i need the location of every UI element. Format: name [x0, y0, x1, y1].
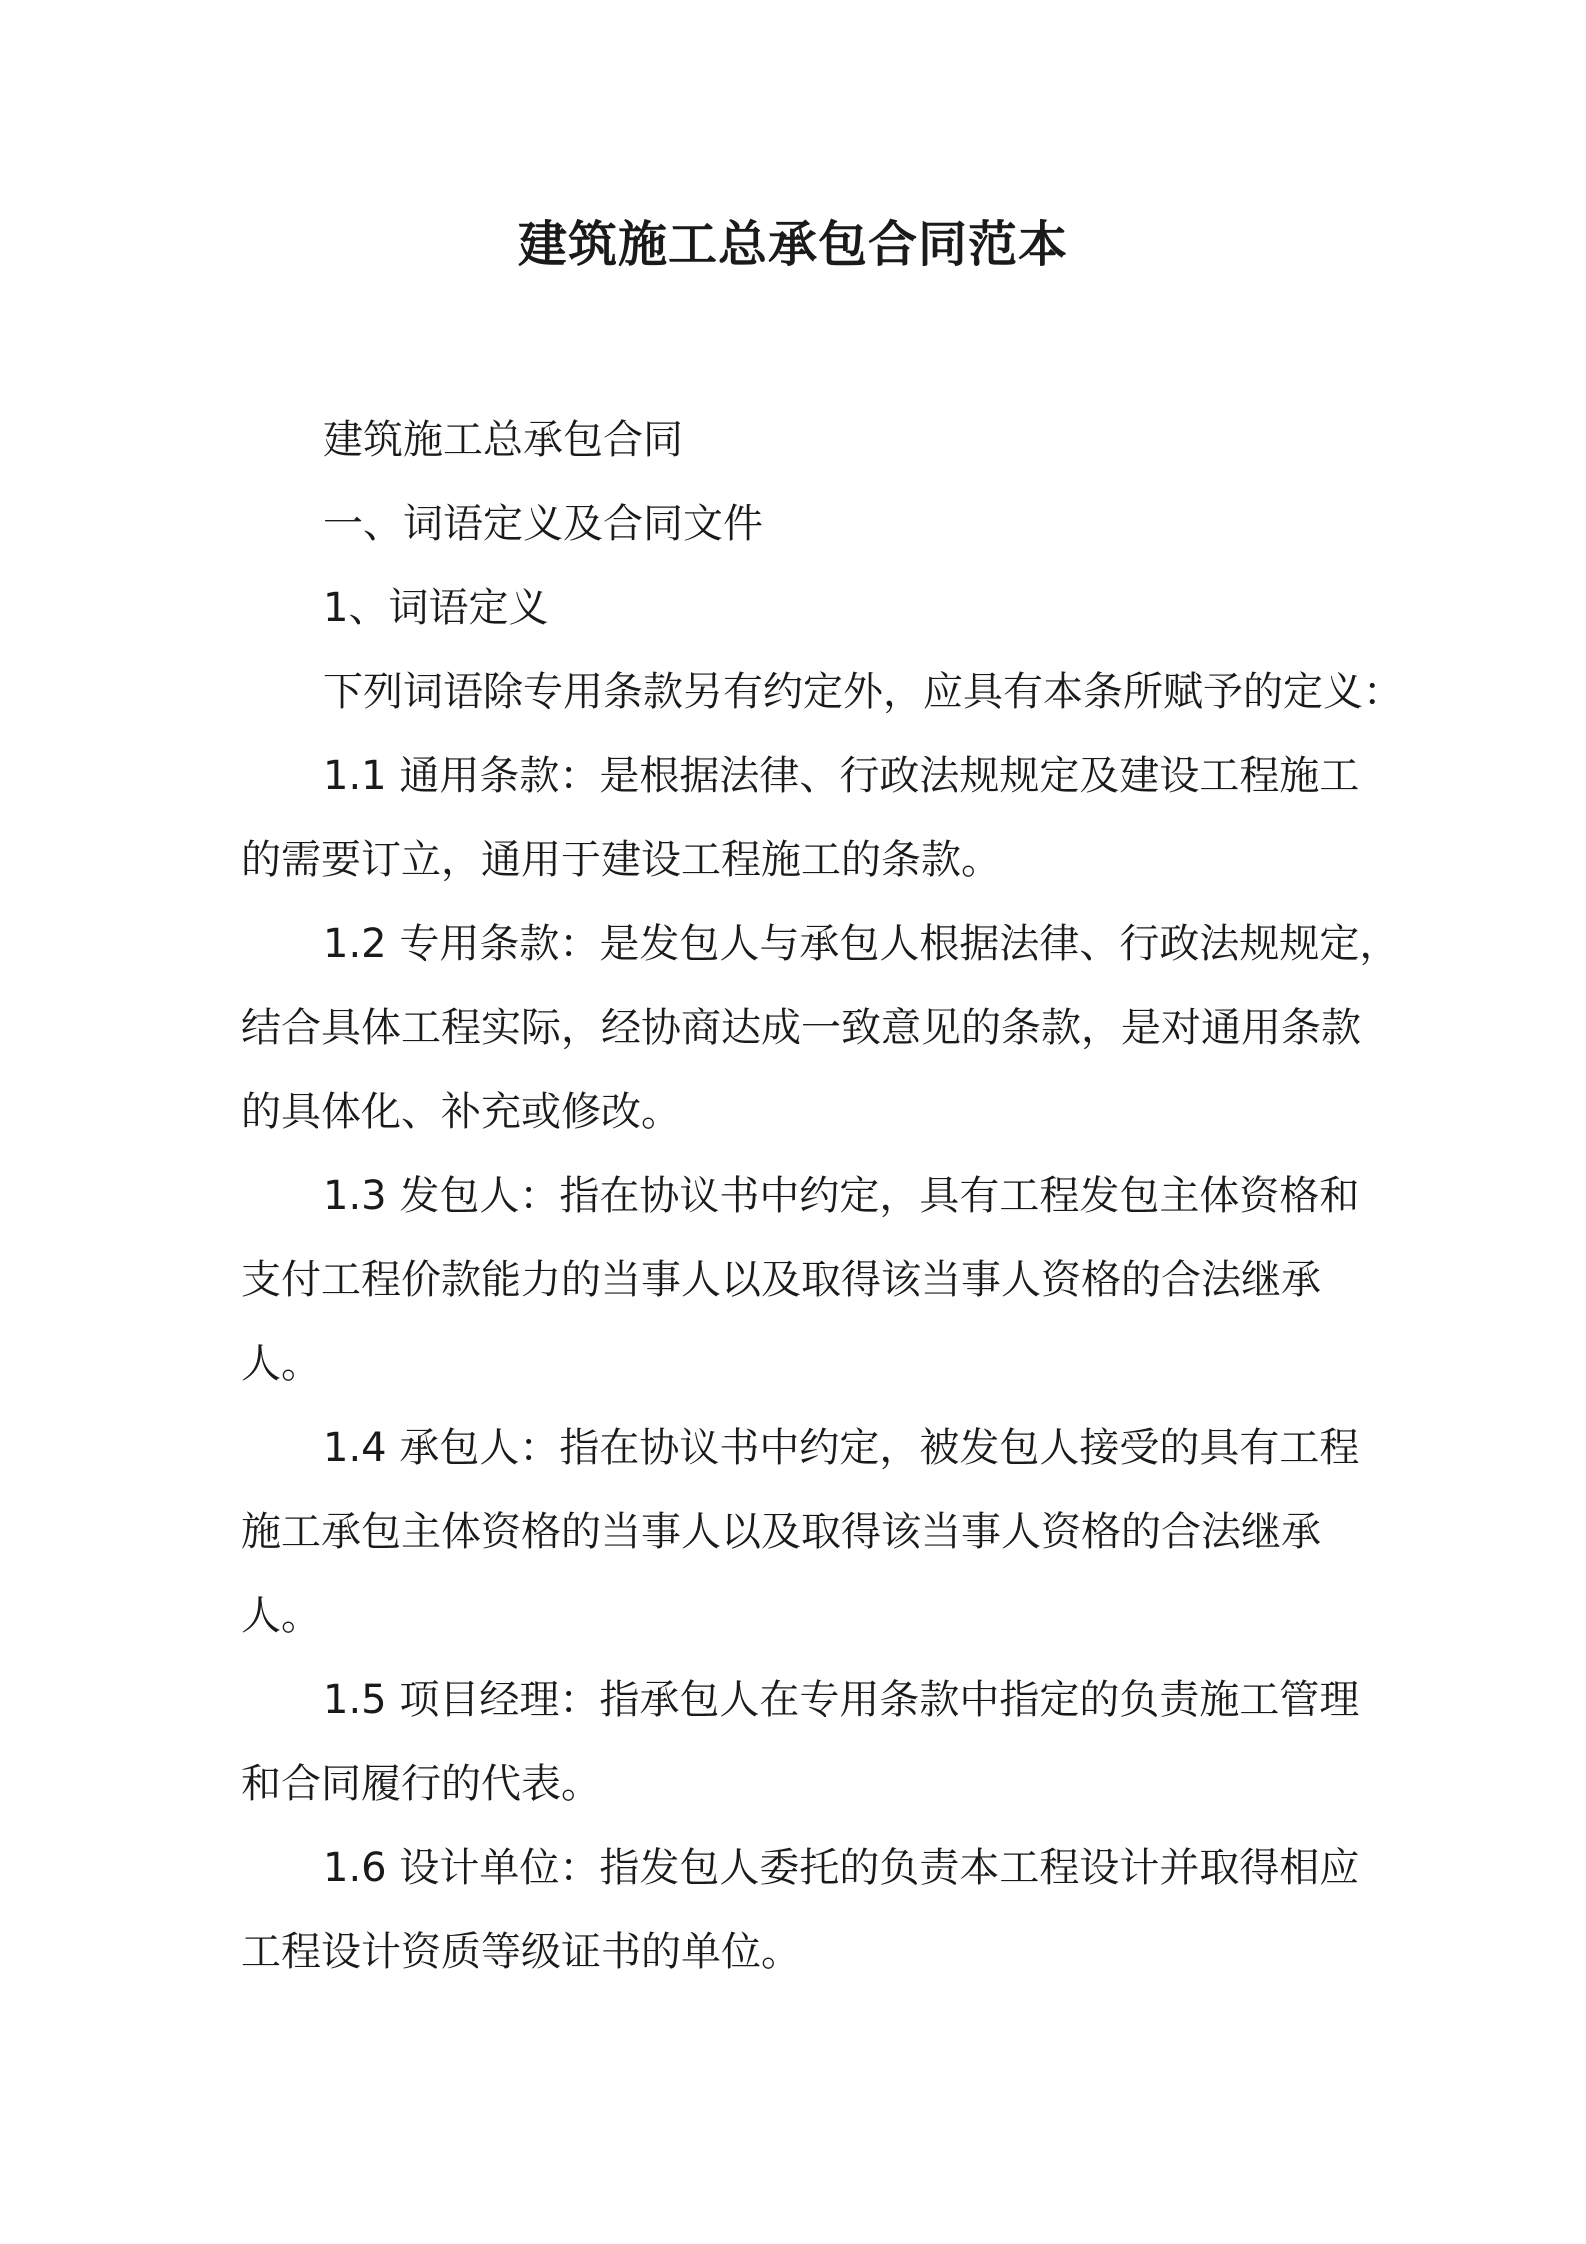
- clause-line: 1.4 承包人：指在协议书中约定，被发包人接受的具有工程: [323, 1425, 1360, 1471]
- clause-line: 1.1 通用条款：是根据法律、行政法规规定及建设工程施工: [323, 753, 1360, 799]
- clause-line: 1.2 专用条款：是发包人与承包人根据法律、行政法规规定，: [323, 921, 1400, 967]
- clause-line: 支付工程价款能力的当事人以及取得该当事人资格的合法继承: [241, 1257, 1321, 1303]
- clause-line: 结合具体工程实际，经协商达成一致意见的条款，是对通用条款: [241, 1005, 1361, 1051]
- clause-line: 人。: [241, 1593, 321, 1639]
- paragraph-line: 下列词语除专用条款另有约定外，应具有本条所赋予的定义：: [323, 669, 1403, 715]
- clause-line: 和合同履行的代表。: [241, 1761, 601, 1807]
- section-heading: 一、词语定义及合同文件: [323, 501, 763, 547]
- clause-line: 的具体化、补充或修改。: [241, 1089, 681, 1135]
- clause-line: 1.6 设计单位：指发包人委托的负责本工程设计并取得相应: [323, 1845, 1360, 1891]
- clause-line: 的需要订立，通用于建设工程施工的条款。: [241, 837, 1001, 883]
- clause-line: 工程设计资质等级证书的单位。: [241, 1929, 801, 1975]
- clause-line: 人。: [241, 1341, 321, 1387]
- clause-line: 施工承包主体资格的当事人以及取得该当事人资格的合法继承: [241, 1509, 1321, 1555]
- clause-line: 1.3 发包人：指在协议书中约定，具有工程发包主体资格和: [323, 1173, 1360, 1219]
- clause-line: 1.5 项目经理：指承包人在专用条款中指定的负责施工管理: [323, 1677, 1360, 1723]
- paragraph-line: 建筑施工总承包合同: [323, 417, 683, 463]
- subsection-heading: 1、词语定义: [323, 585, 549, 631]
- document-title: 建筑施工总承包合同范本: [517, 216, 1068, 273]
- document-body: [241, 398, 1403, 1994]
